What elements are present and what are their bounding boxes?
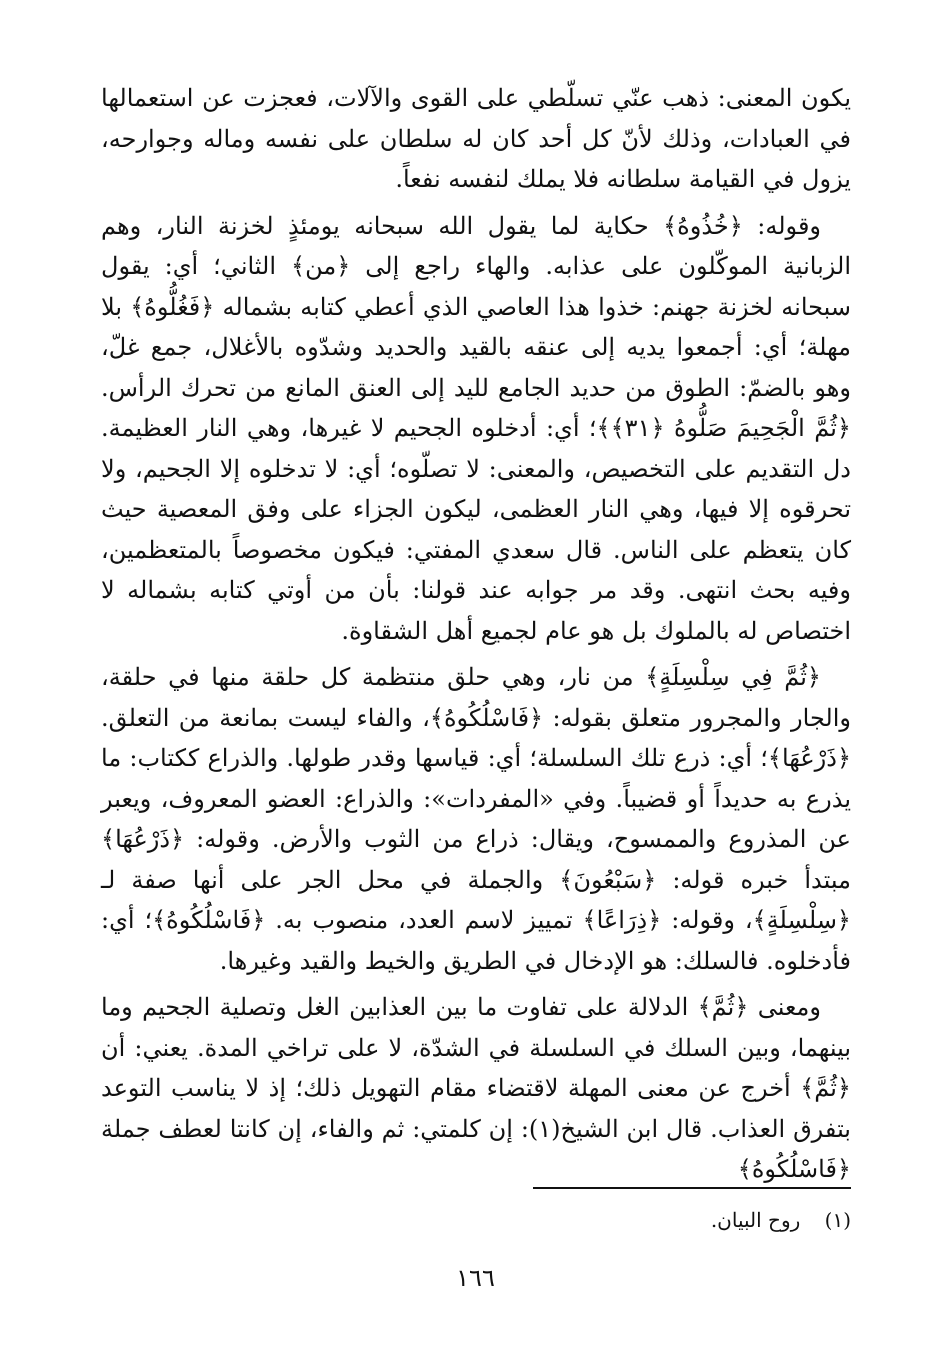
footnote (101, 1205, 851, 1235)
paragraph-3: ﴿ثُمَّ فِي سِلْسِلَةٍ﴾ من نار، وهي حلق منتظمة كل حلقة منها في حلقة، والجار والمجرور متعلق بقوله: ﴿فَاسْلُكُوهُ﴾، والفاء ليست بمانعة من التعلق. ﴿ذَرْعُهَا﴾؛ أي: ذرع تلك السلسلة؛ أي: قياسها وقدر طولها. والذراع ككتاب: ما يذرع به حديداً أو قضيباً. وفي «المفردات»: والذراع: العضو المعروف، ويعبر عن المذروع والممسوح، ويقال: ذراع من الثوب والأرض. وقوله: ﴿ذَرْعُهَا﴾ مبتدأ خبره قوله: ﴿سَبْعُونَ﴾ والجملة في محل الجر على أنها صفة لـ ﴿سِلْسِلَةٍ﴾، وقوله: ﴿ذِرَاعًا﴾ تمييز لاسم العدد، منصوب به. ﴿فَاسْلُكُوهُ﴾؛ أي: فأدخلوه. فالسلك: هو الإدخال في الطريق والخيط والقيد وغيرها. (101, 663, 852, 975)
page-number: ١٦٦ (456, 1264, 495, 1292)
footnote-number: (١) (824, 1208, 851, 1232)
paragraph-4: ومعنى ﴿ثُمَّ﴾ الدلالة على تفاوت ما بين العذابين الغل وتصلية الجحيم وما بينهما، وبين السلك في السلسلة في الشدّة، لا على تراخي المدة. يعني: أن ﴿ثُمَّ﴾ أخرج عن معنى المهلة لاقتضاء مقام التهويل ذلك؛ إذ لا يناسب التوعد بتفرق العذاب. قال ابن الشيخ(١): إن كلمتي: ثم والفاء، إن كانتا لعطف جملة ﴿فَاسْلُكُوهُ﴾ (101, 993, 851, 1183)
footnote-divider (533, 1187, 851, 1189)
footnote-text: روح البيان. (710, 1208, 801, 1232)
paragraph-1: يكون المعنى: ذهب عنّي تسلّطي على القوى والآلات، فعجزت عن استعمالها في العبادات، وذلك لأنّ كل أحد كان له سلطان على نفسه وماله وجوارحه، يزول في القيامة سلطانه فلا يملك لنفسه نفعاً. (101, 84, 851, 193)
page-body (101, 78, 851, 1196)
paragraph-2: وقوله: ﴿خُذُوهُ﴾ حكاية لما يقول الله سبحانه يومئذٍ لخزنة النار، وهم الزبانية الموكّلون على عذابه. والهاء راجع إلى ﴿من﴾ الثاني؛ أي: يقول سبحانه لخزنة جهنم: خذوا هذا العاصي الذي أعطي كتابه بشماله ﴿فَغُلُّوهُ﴾ بلا مهلة؛ أي: أجمعوا يديه إلى عنقه بالقيد والحديد وشدّوه بالأغلال، جمع غلّ، وهو بالضمّ: الطوق من حديد الجامع لليد إلى العنق المانع من تحرك الرأس. ﴿ثُمَّ الْجَحِيمَ صَلُّوهُ ﴿٣١﴾﴾؛ أي: أدخلوه الجحيم لا غيرها، وهي النار العظيمة. دل التقديم على التخصيص، والمعنى: لا تصلّوه؛ أي: لا تدخلوه إلا الجحيم، ولا تحرقوه إلا فيها، وهي النار العظمى، ليكون الجزاء على وفق المعصية حيث كان يتعظم على الناس. قال سعدي المفتي: فيكون مخصوصاً بالمتعظمين، وفيه بحث انتهى. وقد مر جوابه عند قولنا: بأن من أوتي كتابه بشماله لا اختصاص له بالملوك بل هو عام لجميع أهل الشقاوة. (101, 211, 852, 645)
